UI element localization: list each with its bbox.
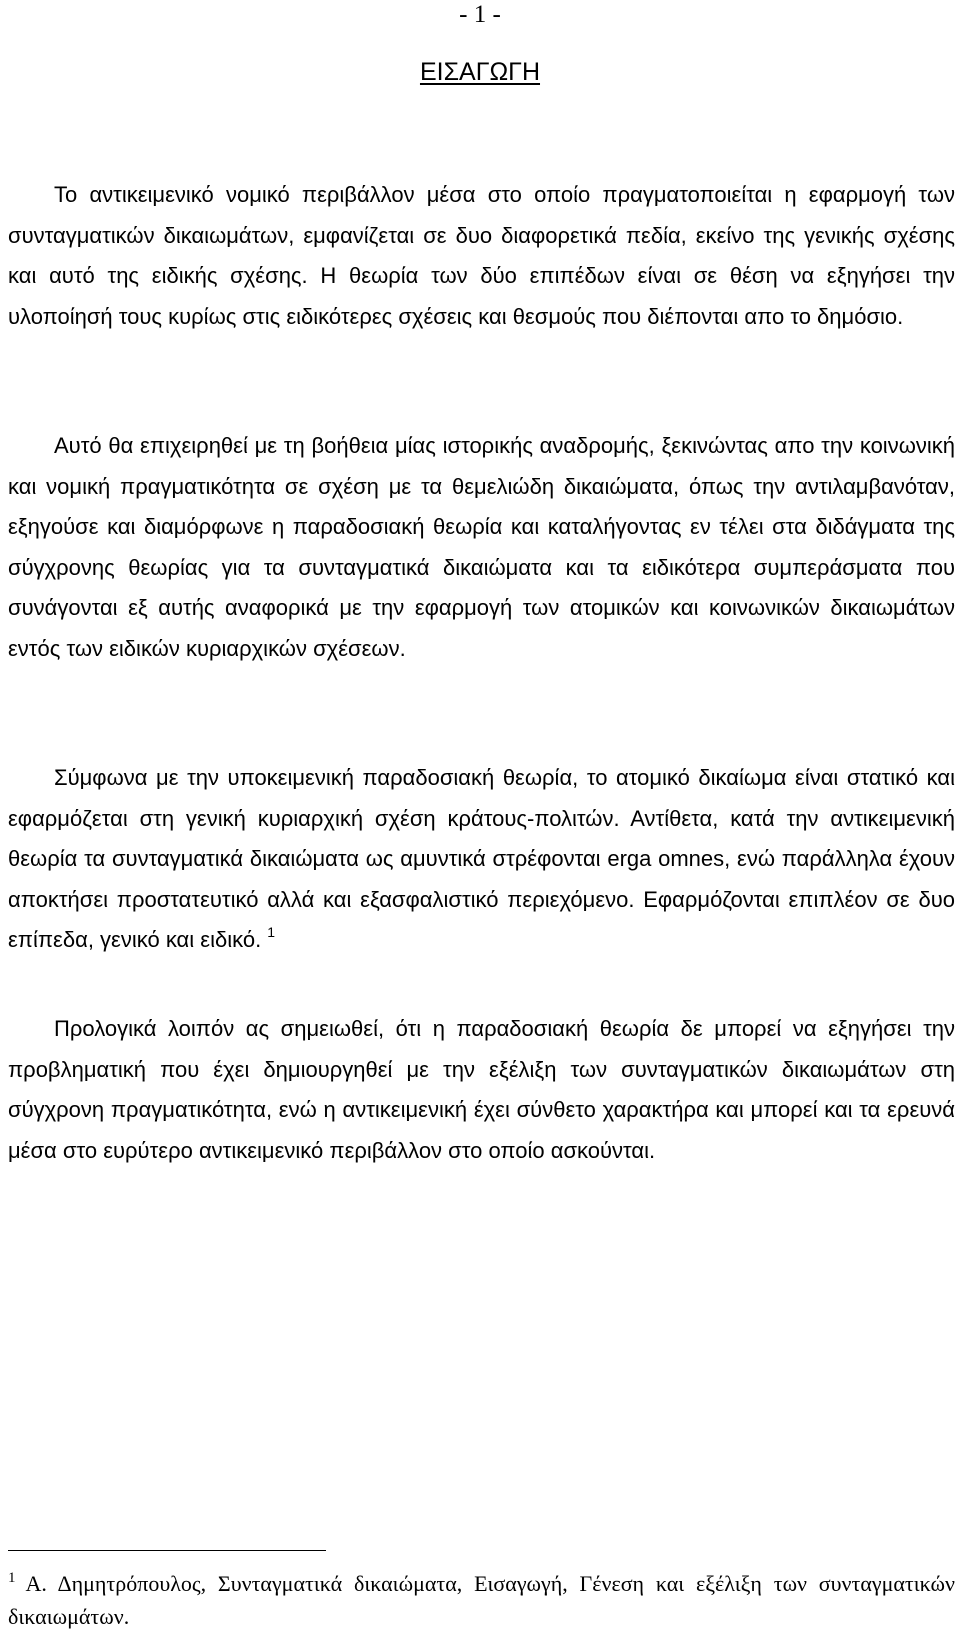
footnote-separator — [8, 1550, 326, 1551]
paragraph-text: Σύμφωνα με την υποκειμενική παραδοσιακή θεωρία, το ατομικό δικαίωμα είναι στατικό και εφαρμόζεται στη γενική κυριαρχική σχέση κράτους-πολιτών. Αντίθετα, κατά την αντικειμενική θεωρία τα συνταγματικά δικαιώματα ως αμυντικά στρέφονται erga omnes, ενώ παράλληλα έχουν αποκτήσει προστατευτικό αλλά και εξασφαλιστικό περιεχόμενο. Εφαρμόζονται επιπλέον σε δυο επίπεδα, γενικό και ειδικό. — [8, 765, 955, 952]
footnote-reference[interactable]: 1 — [267, 924, 275, 940]
paragraph — [8, 758, 955, 961]
paragraph: Προλογικά λοιπόν ας σημειωθεί, ότι η παραδοσιακή θεωρία δε μπορεί να εξηγήσει την προβληματική που έχει δημιουργηθεί με την εξέλιξη των συνταγματικών δικαιωμάτων στη σύγχρονη πραγματικότητα, ενώ η αντικειμενική έχει σύνθετο χαρακτήρα και μπορεί και τα ερευνά μέσα στο ευρύτερο αντικειμενικό περιβάλλον στο οποίο ασκούνται. — [8, 1016, 955, 1163]
page-title: ΕΙΣΑΓΩΓΗ — [419, 58, 541, 86]
paragraph: Το αντικειμενικό νομικό περιβάλλον μέσα στο οποίο πραγματοποιείται η εφαρμογή των συνταγματικών δικαιωμάτων, εμφανίζεται σε δυο διαφορετικά πεδία, εκείνο της γενικής σχέσης και αυτό της ειδικής σχέσης. Η θεωρία των δύο επιπέδων είναι σε θέση να εξηγήσει την υλοποίησή τους κυρίως στις ειδικότερες σχέσεις και θεσμούς που διέπονται απο το δημόσιο. — [8, 182, 955, 329]
paragraph: Αυτό θα επιχειρηθεί με τη βοήθεια μίας ιστορικής αναδρομής, ξεκινώντας απο την κοινωνική και νομική πραγματικότητα σε σχέση με τα θεμελιώδη δικαιώματα, όπως την αντιλαμβανόταν, εξηγούσε και διαμόρφωνε η παραδοσιακή θεωρία και καταλήγοντας εν τέλει στα διδάγματα της σύγχρονης θεωρίας για τα συνταγματικά δικαιώματα και τα ειδικότερα συμπεράσματα που συνάγονται εξ αυτής αναφορικά με την εφαρμογή των ατομικών και κοινωνικών δικαιωμάτων εντός των ειδικών κυριαρχικών σχέσεων. — [8, 433, 955, 661]
footnote-text: Α. Δημητρόπουλος, Συνταγματικά δικαιώματα, Εισαγωγή, Γένεση και εξέλιξη των συνταγματικών δικαιωμάτων. — [8, 1571, 955, 1629]
page-number: - 1 - — [459, 1, 501, 28]
footnote-marker: 1 — [8, 1570, 16, 1586]
footnote — [8, 1567, 955, 1633]
